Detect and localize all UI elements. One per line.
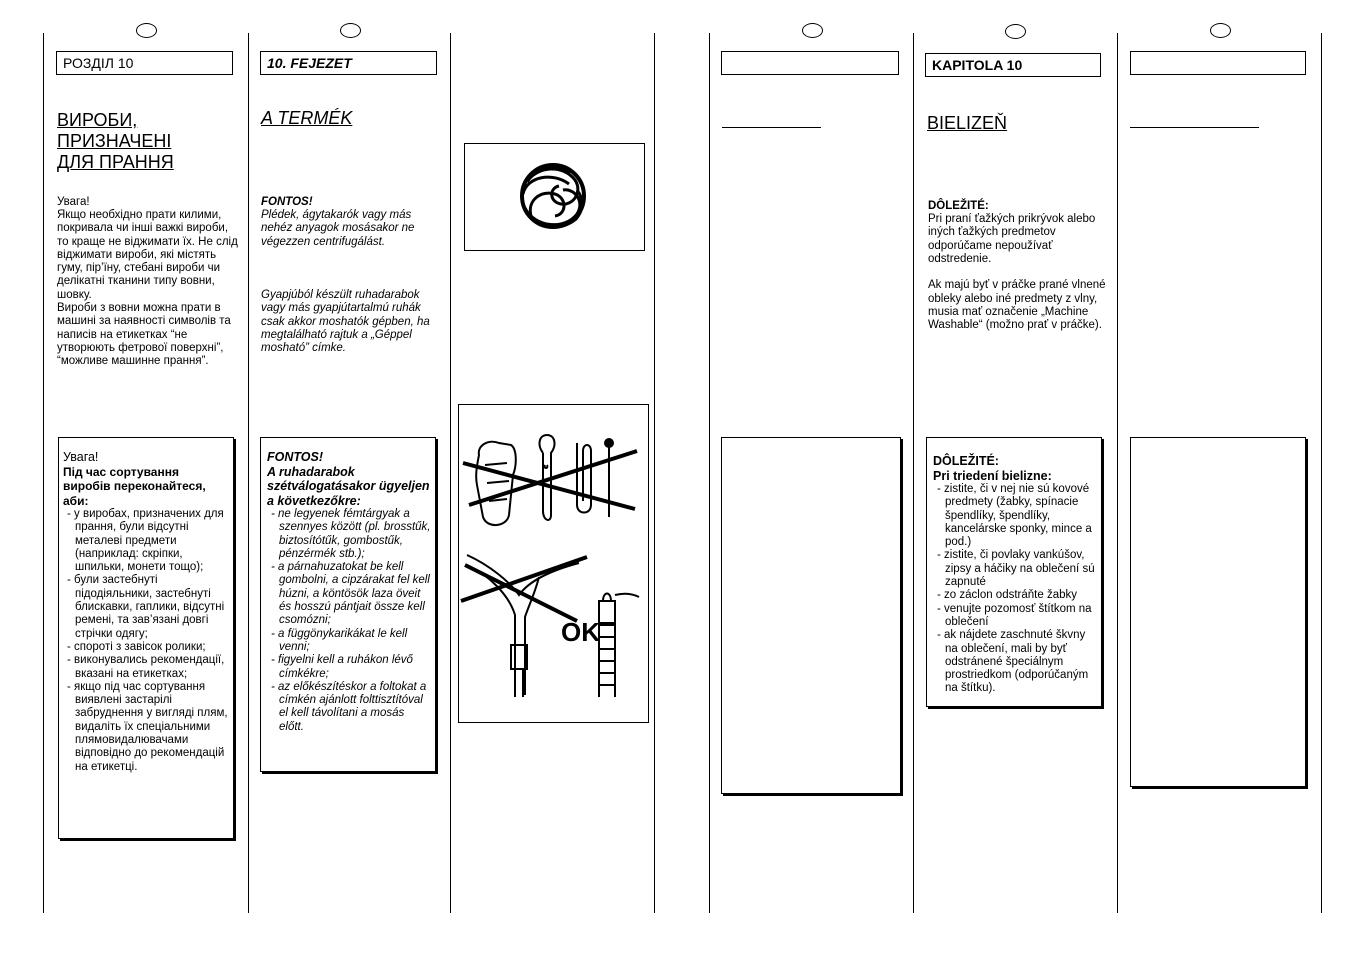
sorting-illustration-frame (458, 404, 649, 723)
list-item: - спороті з завісок ролики; (63, 641, 229, 654)
sorting-illustration (459, 405, 650, 724)
box-subheading: Під час сортування виробів переконайтеся, аби: (63, 464, 206, 508)
list-item: - були застебнуті підодіяльники, застебнуті блискавки, гаплики, відсутні ремені, та зав’язані довгі стрічки одягу; (63, 574, 229, 640)
empty-box (1130, 437, 1306, 787)
title-placeholder-line (722, 127, 821, 128)
section-title-uk (57, 110, 174, 173)
column-divider (1321, 33, 1322, 913)
section-title-sk: BIELIZEŇ (927, 113, 1008, 133)
title-line: ПРИЗНАЧЕНІ (57, 131, 172, 151)
column-divider (913, 33, 914, 913)
box-list (933, 483, 1097, 696)
column-divider (248, 33, 249, 913)
list-item: - zo záclon odstráňte žabky (933, 589, 1097, 602)
title-line: ДЛЯ ПРАННЯ (57, 152, 174, 172)
list-item: - виконувались рекомендації, вказані на етикетках; (63, 654, 229, 681)
language-marker (136, 23, 157, 38)
wool-symbol-icon (465, 144, 646, 252)
chapter-header-hu: 10. FEJEZET (260, 51, 437, 75)
title-placeholder-line (1130, 127, 1259, 128)
list-item: - zistite, či povlaky vankúšov, zipsy a háčiky na oblečení sú zapnuté (933, 549, 1097, 589)
notice-label-sk: DÔLEŽITÉ: (928, 200, 989, 212)
list-item: - у виробах, призначених для прання, були відсутні металеві предмети (наприклад: скріпки, шпильки, монети тощо); (63, 508, 229, 574)
notice-text-sk: Pri praní ťažkých prikrývok alebo iných ťažkých predmetov odporúčame nepoužívať odstredenie. Ak majú byť v práčke prané vlnené obleky alebo iné predmety z vlny, musia mať označenie „Machine Washable“ (možno prať v práčke). (928, 213, 1106, 332)
notice-text-uk: Якщо необхідно прати килими, покривала чи інші важкі вироби, то краще не віджимати їх. Не слід віджимати вироби, які містять гуму, пір’їну, стебані вироби чи делікатні тканини типу вовни, шовку. Вироби з вовни можна прати в машині за наявності символів та написів на етикетках “не утворюють фетрової поверхні”, “можливе машинне прання”. (57, 209, 238, 368)
box-heading: Увага! (63, 450, 99, 464)
list-item: - venujte pozomosť štítkom na oblečení (933, 603, 1097, 630)
list-item: - ak nájdete zaschnuté škvny na oblečení, mali by byť odstránené špeciálnym prostriedkom (odporúčaným na štítku). (933, 629, 1097, 695)
language-marker (802, 23, 823, 38)
box-list (267, 508, 431, 734)
list-item: - a párnahuzatokat be kell gombolni, a cipzárakat fel kell húzni, a köntösök laza öveit és hosszú pántjait össze kell csomózni; (267, 561, 431, 627)
paper-clip-icon (577, 443, 591, 513)
column-divider (709, 33, 710, 913)
chapter-header-empty (721, 51, 899, 75)
column-divider (654, 33, 655, 913)
sorting-box-hu (260, 437, 436, 772)
notice-text2-hu: Gyapjúból készült ruhadarabok vagy más gyapjútartalmú ruhák csak akkor moshatók gépben, ha megtalálható rajtuk a „Géppel mosható” címke. (261, 289, 430, 355)
chapter-header-sk: KAPITOLA 10 (925, 53, 1101, 77)
column-divider (1117, 33, 1118, 913)
language-marker (1210, 23, 1231, 38)
list-item: - якщо під час сортування виявлені застарілі забруднення у вигляді плям, видаліть їх спеціальними плямовидалювачами відповідно до рекомендацій на етикетці. (63, 681, 229, 774)
box-subheading: A ruhadarabok szétválogatásakor ügyeljen a következőkre: (267, 464, 430, 508)
notice-label-hu: FONTOS! (261, 196, 313, 208)
notice-label-uk: Увага! (57, 196, 90, 208)
notice-text-hu: Plédek, ágytakarók vagy más nehéz anyagok mosásakor ne végezzen centrifugálást. (261, 209, 415, 248)
wool-symbol-frame (464, 143, 645, 251)
language-marker (340, 23, 361, 38)
chapter-header-uk: РОЗДІЛ 10 (56, 51, 233, 75)
list-item: - az előkészítéskor a foltokat a címkén ajánlott folttisztítóval el kell távolítani a mosás előtt. (267, 681, 431, 734)
box-subheading: Pri triedení bielizne: (933, 468, 1052, 483)
title-line: ВИРОБИ, (57, 110, 138, 130)
clasp-icon (476, 442, 516, 525)
empty-box (721, 437, 901, 794)
box-heading: DÔLEŽITÉ: (933, 454, 999, 468)
sorting-box-uk (58, 437, 234, 839)
box-heading: FONTOS! (267, 450, 324, 464)
list-item: - a függönykarikákat le kell venni; (267, 628, 431, 655)
column-divider (450, 33, 451, 913)
sorting-box-sk (926, 437, 1102, 707)
list-item: - figyelni kell a ruhákon lévő címkékre; (267, 654, 431, 681)
column-divider (43, 33, 44, 913)
section-title-hu: A TERMÉK (261, 108, 353, 128)
box-list (63, 508, 229, 774)
language-marker (1005, 24, 1026, 39)
list-item: - ne legyenek fémtárgyak a szennyes között (pl. brosstűk, biztosítótűk, gombostűk, pénzérmék stb.); (267, 508, 431, 561)
list-item: - zistite, či v nej nie sú kovové predmety (žabky, spínacie špendlíky, špendlíky, kancelárske sponky, mince a pod.) (933, 483, 1097, 549)
chapter-header-empty (1130, 51, 1306, 75)
ok-label: OK (561, 617, 600, 647)
